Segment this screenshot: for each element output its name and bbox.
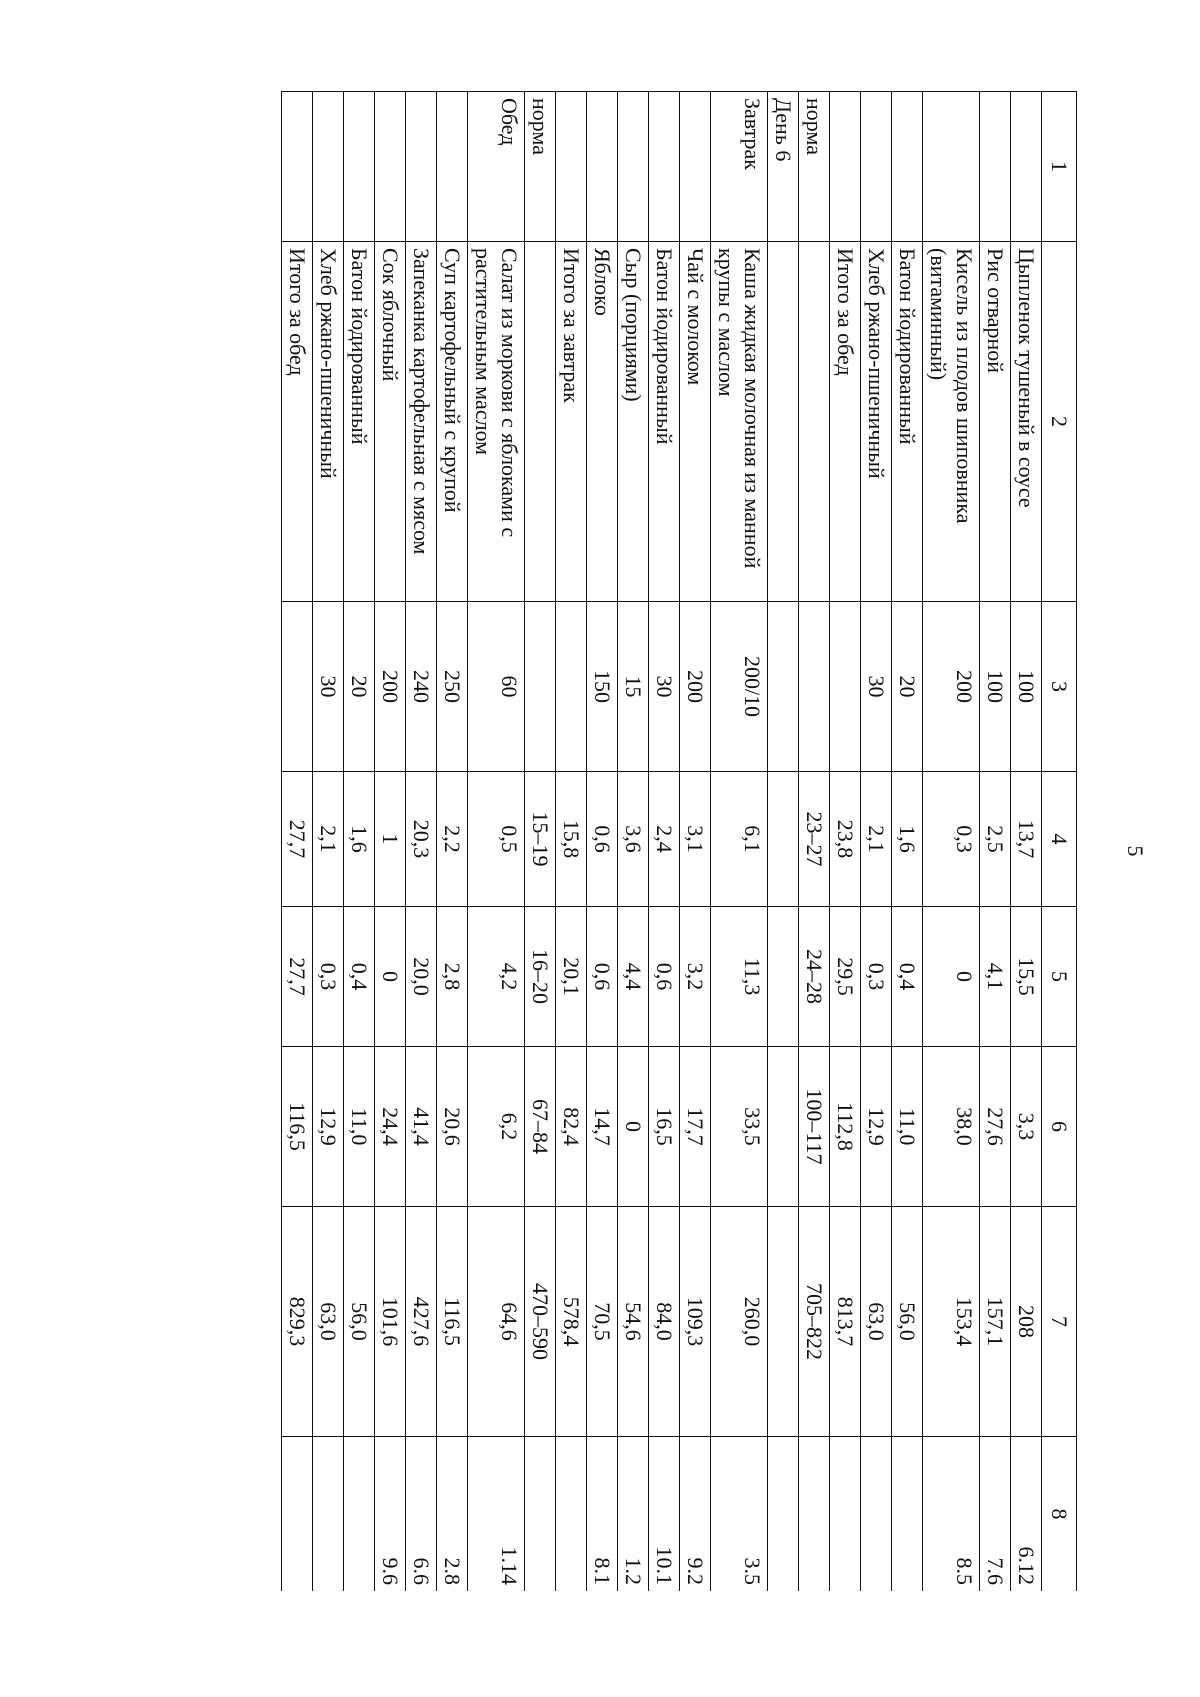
table-row bbox=[980, 92, 1011, 1592]
meal-cell bbox=[437, 92, 468, 242]
recipe-number-cell: 10.1 bbox=[649, 1437, 680, 1592]
dish-cell: Хлеб ржано-пшеничный bbox=[861, 242, 892, 602]
recipe-number-cell bbox=[768, 1437, 799, 1592]
dish-cell: Запеканка картофельная с мясом bbox=[406, 242, 437, 602]
meal-cell bbox=[282, 92, 313, 242]
energy-cell: 260,0 bbox=[711, 1207, 768, 1437]
header-cell: 2 bbox=[1042, 242, 1077, 602]
table-row bbox=[406, 92, 437, 1592]
recipe-number-cell: 8.5 bbox=[923, 1437, 980, 1592]
portion-cell: 200 bbox=[923, 602, 980, 772]
energy-cell: 208 bbox=[1011, 1207, 1042, 1437]
carbs-cell: 82,4 bbox=[556, 1047, 587, 1207]
fat-cell: 4,2 bbox=[468, 907, 525, 1047]
recipe-number-cell bbox=[556, 1437, 587, 1592]
fat-cell: 20,1 bbox=[556, 907, 587, 1047]
energy-cell: 56,0 bbox=[344, 1207, 375, 1437]
protein-cell: 3,1 bbox=[680, 772, 711, 907]
carbs-cell: 41,4 bbox=[406, 1047, 437, 1207]
protein-cell bbox=[768, 772, 799, 907]
meal-cell bbox=[892, 92, 923, 242]
recipe-number-cell bbox=[344, 1437, 375, 1592]
protein-cell: 2,4 bbox=[649, 772, 680, 907]
header-cell: 5 bbox=[1042, 907, 1077, 1047]
carbs-cell: 6,2 bbox=[468, 1047, 525, 1207]
meal-cell bbox=[313, 92, 344, 242]
table-row bbox=[556, 92, 587, 1592]
meal-cell: День 6 bbox=[768, 92, 799, 242]
carbs-cell: 12,9 bbox=[313, 1047, 344, 1207]
dish-cell: Батон йодированный bbox=[649, 242, 680, 602]
portion-cell: 250 bbox=[437, 602, 468, 772]
energy-cell: 54,6 bbox=[618, 1207, 649, 1437]
carbs-cell: 17,7 bbox=[680, 1047, 711, 1207]
recipe-number-cell: 1.14 bbox=[468, 1437, 525, 1592]
fat-cell: 0 bbox=[923, 907, 980, 1047]
dish-cell bbox=[768, 242, 799, 602]
portion-cell: 200 bbox=[375, 602, 406, 772]
portion-cell: 15 bbox=[618, 602, 649, 772]
fat-cell: 0,3 bbox=[861, 907, 892, 1047]
header-cell: 8 bbox=[1042, 1437, 1077, 1592]
carbs-cell: 67–84 bbox=[525, 1047, 556, 1207]
energy-cell: 153,4 bbox=[923, 1207, 980, 1437]
recipe-number-cell: 9.2 bbox=[680, 1437, 711, 1592]
dish-cell: Рис отварной bbox=[980, 242, 1011, 602]
protein-cell: 13,7 bbox=[1011, 772, 1042, 907]
recipe-number-cell: 3.5 bbox=[711, 1437, 768, 1592]
fat-cell: 3,2 bbox=[680, 907, 711, 1047]
recipe-number-cell bbox=[282, 1437, 313, 1592]
recipe-number-cell bbox=[861, 1437, 892, 1592]
table-row bbox=[649, 92, 680, 1592]
table-row bbox=[618, 92, 649, 1592]
protein-cell: 6,1 bbox=[711, 772, 768, 907]
protein-cell: 20,3 bbox=[406, 772, 437, 907]
energy-cell: 70,5 bbox=[587, 1207, 618, 1437]
fat-cell: 0,6 bbox=[649, 907, 680, 1047]
energy-cell: 63,0 bbox=[861, 1207, 892, 1437]
carbs-cell: 27,6 bbox=[980, 1047, 1011, 1207]
portion-cell bbox=[282, 602, 313, 772]
protein-cell: 27,7 bbox=[282, 772, 313, 907]
dish-cell: Итого за завтрак bbox=[556, 242, 587, 602]
table-row bbox=[923, 92, 980, 1592]
dish-cell: Салат из моркови с яблоками с растительным маслом bbox=[468, 242, 525, 602]
meal-cell bbox=[680, 92, 711, 242]
recipe-number-cell: 1.2 bbox=[618, 1437, 649, 1592]
table-row bbox=[313, 92, 344, 1592]
protein-cell: 1,6 bbox=[344, 772, 375, 907]
fat-cell: 0,4 bbox=[344, 907, 375, 1047]
energy-cell: 427,6 bbox=[406, 1207, 437, 1437]
page-number: 5 bbox=[1123, 845, 1148, 857]
rotated-table-frame bbox=[133, 91, 1077, 1591]
fat-cell: 0,3 bbox=[313, 907, 344, 1047]
carbs-cell: 11,0 bbox=[344, 1047, 375, 1207]
meal-cell: норма bbox=[525, 92, 556, 242]
portion-cell: 100 bbox=[1011, 602, 1042, 772]
protein-cell: 2,2 bbox=[437, 772, 468, 907]
fat-cell: 0,6 bbox=[587, 907, 618, 1047]
table-row bbox=[468, 92, 525, 1592]
table-row bbox=[344, 92, 375, 1592]
table-row bbox=[711, 92, 768, 1592]
dish-cell: Сок яблочный bbox=[375, 242, 406, 602]
recipe-number-cell bbox=[313, 1437, 344, 1592]
dish-cell bbox=[525, 242, 556, 602]
energy-cell: 64,6 bbox=[468, 1207, 525, 1437]
energy-cell: 813,7 bbox=[830, 1207, 861, 1437]
energy-cell: 109,3 bbox=[680, 1207, 711, 1437]
protein-cell: 2,5 bbox=[980, 772, 1011, 907]
portion-cell: 100 bbox=[980, 602, 1011, 772]
protein-cell: 0,3 bbox=[923, 772, 980, 907]
energy-cell: 56,0 bbox=[892, 1207, 923, 1437]
dish-cell: Цыпленок тушеный в соусе bbox=[1011, 242, 1042, 602]
dish-cell: Яблоко bbox=[587, 242, 618, 602]
meal-cell bbox=[923, 92, 980, 242]
energy-cell: 84,0 bbox=[649, 1207, 680, 1437]
recipe-number-cell: 8.1 bbox=[587, 1437, 618, 1592]
table-row bbox=[892, 92, 923, 1592]
energy-cell: 705–822 bbox=[799, 1207, 830, 1437]
fat-cell: 4,1 bbox=[980, 907, 1011, 1047]
fat-cell: 0 bbox=[375, 907, 406, 1047]
portion-cell: 200/10 bbox=[711, 602, 768, 772]
carbs-cell: 33,5 bbox=[711, 1047, 768, 1207]
table-row bbox=[1011, 92, 1042, 1592]
energy-cell: 116,5 bbox=[437, 1207, 468, 1437]
protein-cell: 15–19 bbox=[525, 772, 556, 907]
portion-cell bbox=[830, 602, 861, 772]
portion-cell: 30 bbox=[861, 602, 892, 772]
meal-cell bbox=[980, 92, 1011, 242]
meal-cell bbox=[618, 92, 649, 242]
portion-cell bbox=[768, 602, 799, 772]
fat-cell: 16–20 bbox=[525, 907, 556, 1047]
carbs-cell: 112,8 bbox=[830, 1047, 861, 1207]
fat-cell: 4,4 bbox=[618, 907, 649, 1047]
dish-cell: Хлеб ржано-пшеничный bbox=[313, 242, 344, 602]
protein-cell: 3,6 bbox=[618, 772, 649, 907]
energy-cell: 63,0 bbox=[313, 1207, 344, 1437]
carbs-cell: 12,9 bbox=[861, 1047, 892, 1207]
carbs-cell: 38,0 bbox=[923, 1047, 980, 1207]
menu-table-container bbox=[133, 91, 1077, 1591]
table-row bbox=[861, 92, 892, 1592]
carbs-cell: 11,0 bbox=[892, 1047, 923, 1207]
meal-cell bbox=[649, 92, 680, 242]
meal-cell: норма bbox=[799, 92, 830, 242]
recipe-number-cell bbox=[830, 1437, 861, 1592]
fat-cell: 27,7 bbox=[282, 907, 313, 1047]
table-row bbox=[437, 92, 468, 1592]
carbs-cell: 16,5 bbox=[649, 1047, 680, 1207]
meal-cell bbox=[375, 92, 406, 242]
protein-cell: 0,5 bbox=[468, 772, 525, 907]
energy-cell: 578,4 bbox=[556, 1207, 587, 1437]
dish-cell: Итого за обед bbox=[830, 242, 861, 602]
dish-cell: Батон йодированный bbox=[892, 242, 923, 602]
table-row bbox=[375, 92, 406, 1592]
meal-cell bbox=[1011, 92, 1042, 242]
meal-cell: Завтрак bbox=[711, 92, 768, 242]
energy-cell: 101,6 bbox=[375, 1207, 406, 1437]
carbs-cell: 0 bbox=[618, 1047, 649, 1207]
fat-cell: 0,4 bbox=[892, 907, 923, 1047]
dish-cell bbox=[799, 242, 830, 602]
meal-cell bbox=[344, 92, 375, 242]
energy-cell: 829,3 bbox=[282, 1207, 313, 1437]
meal-cell: Обед bbox=[468, 92, 525, 242]
portion-cell bbox=[556, 602, 587, 772]
table-row bbox=[799, 92, 830, 1592]
portion-cell: 60 bbox=[468, 602, 525, 772]
dish-cell: Суп картофельный с крупой bbox=[437, 242, 468, 602]
portion-cell: 150 bbox=[587, 602, 618, 772]
recipe-number-cell: 7.6 bbox=[980, 1437, 1011, 1592]
carbs-cell: 100–117 bbox=[799, 1047, 830, 1207]
meal-cell bbox=[830, 92, 861, 242]
table-row bbox=[830, 92, 861, 1592]
table-row bbox=[525, 92, 556, 1592]
header-row bbox=[1042, 92, 1077, 1592]
carbs-cell: 24,4 bbox=[375, 1047, 406, 1207]
portion-cell: 20 bbox=[892, 602, 923, 772]
header-cell: 4 bbox=[1042, 772, 1077, 907]
table-row bbox=[680, 92, 711, 1592]
recipe-number-cell: 2.8 bbox=[437, 1437, 468, 1592]
protein-cell: 23–27 bbox=[799, 772, 830, 907]
fat-cell: 29,5 bbox=[830, 907, 861, 1047]
meal-cell bbox=[861, 92, 892, 242]
header-cell: 7 bbox=[1042, 1207, 1077, 1437]
portion-cell: 240 bbox=[406, 602, 437, 772]
dish-cell: Итого за обед bbox=[282, 242, 313, 602]
meal-cell bbox=[556, 92, 587, 242]
protein-cell: 1,6 bbox=[892, 772, 923, 907]
protein-cell: 2,1 bbox=[313, 772, 344, 907]
recipe-number-cell bbox=[799, 1437, 830, 1592]
portion-cell: 20 bbox=[344, 602, 375, 772]
carbs-cell: 20,6 bbox=[437, 1047, 468, 1207]
carbs-cell: 3,3 bbox=[1011, 1047, 1042, 1207]
protein-cell: 2,1 bbox=[861, 772, 892, 907]
fat-cell: 11,3 bbox=[711, 907, 768, 1047]
protein-cell: 1 bbox=[375, 772, 406, 907]
dish-cell: Батон йодированный bbox=[344, 242, 375, 602]
recipe-number-cell: 6.6 bbox=[406, 1437, 437, 1592]
energy-cell bbox=[768, 1207, 799, 1437]
energy-cell: 157,1 bbox=[980, 1207, 1011, 1437]
portion-cell: 30 bbox=[313, 602, 344, 772]
day-row bbox=[768, 92, 799, 1592]
protein-cell: 0,6 bbox=[587, 772, 618, 907]
fat-cell: 20,0 bbox=[406, 907, 437, 1047]
recipe-number-cell bbox=[892, 1437, 923, 1592]
fat-cell: 24–28 bbox=[799, 907, 830, 1047]
table-row bbox=[282, 92, 313, 1592]
protein-cell: 23,8 bbox=[830, 772, 861, 907]
portion-cell bbox=[525, 602, 556, 772]
nutrition-table bbox=[281, 91, 1077, 1591]
fat-cell: 15,5 bbox=[1011, 907, 1042, 1047]
carbs-cell: 116,5 bbox=[282, 1047, 313, 1207]
carbs-cell bbox=[768, 1047, 799, 1207]
recipe-number-cell: 6.12 bbox=[1011, 1437, 1042, 1592]
dish-cell: Чай с молоком bbox=[680, 242, 711, 602]
header-cell: 3 bbox=[1042, 602, 1077, 772]
meal-cell bbox=[587, 92, 618, 242]
fat-cell bbox=[768, 907, 799, 1047]
dish-cell: Сыр (порциями) bbox=[618, 242, 649, 602]
fat-cell: 2,8 bbox=[437, 907, 468, 1047]
recipe-number-cell bbox=[525, 1437, 556, 1592]
header-cell: 1 bbox=[1042, 92, 1077, 242]
protein-cell: 15,8 bbox=[556, 772, 587, 907]
recipe-number-cell: 9.6 bbox=[375, 1437, 406, 1592]
table-row bbox=[587, 92, 618, 1592]
dish-cell: Кисель из плодов шиповника (витаминный) bbox=[923, 242, 980, 602]
portion-cell bbox=[799, 602, 830, 772]
table-body bbox=[282, 92, 1042, 1592]
header-cell: 6 bbox=[1042, 1047, 1077, 1207]
dish-cell: Каша жидкая молочная из манной крупы с маслом bbox=[711, 242, 768, 602]
carbs-cell: 14,7 bbox=[587, 1047, 618, 1207]
portion-cell: 30 bbox=[649, 602, 680, 772]
meal-cell bbox=[406, 92, 437, 242]
energy-cell: 470–590 bbox=[525, 1207, 556, 1437]
portion-cell: 200 bbox=[680, 602, 711, 772]
